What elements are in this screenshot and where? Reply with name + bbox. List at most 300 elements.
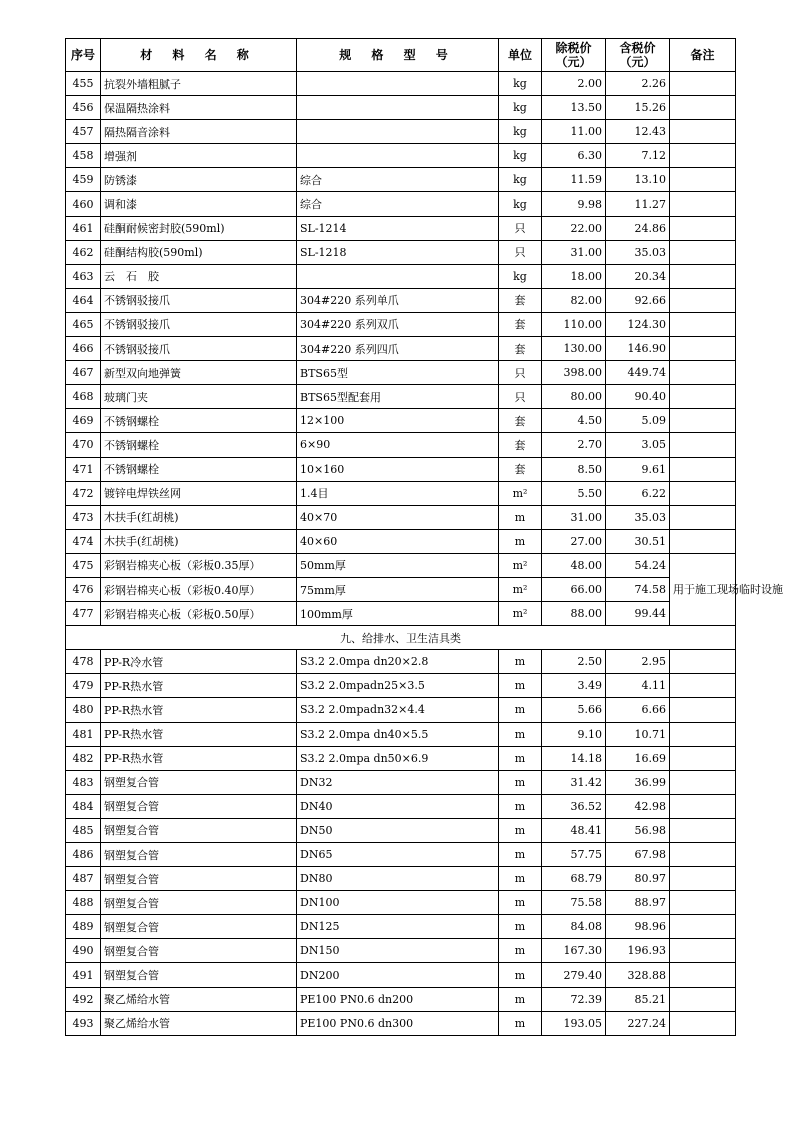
price-excl-tax: 2.00 [542, 72, 606, 96]
price-excl-tax: 167.30 [542, 939, 606, 963]
unit: m² [499, 577, 542, 601]
unit: 只 [499, 385, 542, 409]
remark [670, 722, 736, 746]
unit: m [499, 770, 542, 794]
table-row [66, 602, 736, 626]
remark [670, 674, 736, 698]
price-incl-tax: 3.05 [606, 433, 670, 457]
material-spec: 10×160 [297, 457, 499, 481]
row-number: 491 [66, 963, 101, 987]
row-number: 481 [66, 722, 101, 746]
price-excl-tax: 5.50 [542, 481, 606, 505]
row-number: 479 [66, 674, 101, 698]
table-row [66, 1011, 736, 1035]
material-name: 钢塑复合管 [101, 867, 297, 891]
remark [670, 843, 736, 867]
price-incl-tax: 7.12 [606, 144, 670, 168]
material-spec: DN100 [297, 891, 499, 915]
table-row [66, 915, 736, 939]
unit: m² [499, 553, 542, 577]
row-number: 462 [66, 240, 101, 264]
material-spec: 75mm厚 [297, 577, 499, 601]
row-number: 477 [66, 602, 101, 626]
material-name: 隔热隔音涂料 [101, 120, 297, 144]
price-excl-tax: 3.49 [542, 674, 606, 698]
table-row [66, 722, 736, 746]
price-excl-tax: 11.00 [542, 120, 606, 144]
unit: m [499, 963, 542, 987]
remark [670, 72, 736, 96]
material-name: 钢塑复合管 [101, 818, 297, 842]
price-incl-tax: 35.03 [606, 505, 670, 529]
header-unit: 单位 [499, 39, 542, 72]
remark [670, 361, 736, 385]
table-row [66, 337, 736, 361]
table-row [66, 264, 736, 288]
unit: m [499, 674, 542, 698]
unit: m [499, 505, 542, 529]
unit: m² [499, 481, 542, 505]
remark [670, 192, 736, 216]
material-spec: BTS65型 [297, 361, 499, 385]
price-incl-tax: 16.69 [606, 746, 670, 770]
material-name: 硅酮耐候密封胶(590ml) [101, 216, 297, 240]
material-spec: S3.2 2.0mpa dn40×5.5 [297, 722, 499, 746]
price-incl-tax: 227.24 [606, 1011, 670, 1035]
remark-merged: 用于施工现场临时设施 [670, 553, 736, 625]
price-incl-tax: 4.11 [606, 674, 670, 698]
material-spec: 304#220 系列单爪 [297, 288, 499, 312]
table-row [66, 168, 736, 192]
price-incl-tax: 80.97 [606, 867, 670, 891]
row-number: 480 [66, 698, 101, 722]
remark [670, 312, 736, 336]
material-name: 彩钢岩棉夹心板（彩板0.40厚） [101, 577, 297, 601]
price-excl-tax: 2.50 [542, 650, 606, 674]
price-excl-tax: 398.00 [542, 361, 606, 385]
price-excl-tax: 11.59 [542, 168, 606, 192]
price-excl-tax: 48.00 [542, 553, 606, 577]
remark [670, 505, 736, 529]
material-name: PP-R热水管 [101, 698, 297, 722]
material-name: 云 石 胶 [101, 264, 297, 288]
material-spec: 304#220 系列四爪 [297, 337, 499, 361]
material-name: PP-R热水管 [101, 722, 297, 746]
unit: m [499, 794, 542, 818]
unit: kg [499, 168, 542, 192]
price-excl-tax: 8.50 [542, 457, 606, 481]
price-excl-tax: 31.00 [542, 505, 606, 529]
price-excl-tax: 31.42 [542, 770, 606, 794]
row-number: 475 [66, 553, 101, 577]
table-row [66, 674, 736, 698]
table-row [66, 505, 736, 529]
unit: m [499, 1011, 542, 1035]
remark [670, 891, 736, 915]
material-spec: DN50 [297, 818, 499, 842]
remark [670, 96, 736, 120]
price-excl-tax: 88.00 [542, 602, 606, 626]
material-name: 不锈钢驳接爪 [101, 337, 297, 361]
remark [670, 168, 736, 192]
table-row [66, 794, 736, 818]
unit: kg [499, 192, 542, 216]
table-row [66, 818, 736, 842]
material-name: 防锈漆 [101, 168, 297, 192]
material-name: 新型双向地弹簧 [101, 361, 297, 385]
material-name: 彩钢岩棉夹心板（彩板0.50厚） [101, 602, 297, 626]
material-spec: 50mm厚 [297, 553, 499, 577]
material-spec [297, 72, 499, 96]
material-name: 玻璃门夹 [101, 385, 297, 409]
price-incl-tax: 9.61 [606, 457, 670, 481]
row-number: 473 [66, 505, 101, 529]
unit: m [499, 939, 542, 963]
material-spec: SL-1214 [297, 216, 499, 240]
row-number: 474 [66, 529, 101, 553]
unit: 套 [499, 312, 542, 336]
material-name: 增强剂 [101, 144, 297, 168]
remark [670, 264, 736, 288]
remark [670, 457, 736, 481]
material-spec: 1.4目 [297, 481, 499, 505]
table-row [66, 481, 736, 505]
remark [670, 288, 736, 312]
table-row [66, 72, 736, 96]
table-row [66, 144, 736, 168]
remark [670, 409, 736, 433]
material-spec: DN65 [297, 843, 499, 867]
unit: kg [499, 144, 542, 168]
price-excl-tax: 68.79 [542, 867, 606, 891]
row-number: 458 [66, 144, 101, 168]
table-row [66, 240, 736, 264]
table-row [66, 987, 736, 1011]
material-spec: DN40 [297, 794, 499, 818]
remark [670, 698, 736, 722]
material-spec: DN32 [297, 770, 499, 794]
material-name: 聚乙烯给水管 [101, 987, 297, 1011]
material-name: 钢塑复合管 [101, 963, 297, 987]
price-incl-tax: 67.98 [606, 843, 670, 867]
material-spec: PE100 PN0.6 dn200 [297, 987, 499, 1011]
price-excl-tax: 9.98 [542, 192, 606, 216]
section-row [66, 626, 736, 650]
price-incl-tax: 146.90 [606, 337, 670, 361]
row-number: 469 [66, 409, 101, 433]
price-excl-tax: 14.18 [542, 746, 606, 770]
table-row [66, 650, 736, 674]
unit: m [499, 891, 542, 915]
row-number: 493 [66, 1011, 101, 1035]
remark [670, 216, 736, 240]
table-row [66, 96, 736, 120]
table-row [66, 312, 736, 336]
table-row [66, 192, 736, 216]
unit: 只 [499, 216, 542, 240]
material-name: 聚乙烯给水管 [101, 1011, 297, 1035]
header-price-in: 含税价 （元） [606, 39, 670, 72]
row-number: 472 [66, 481, 101, 505]
row-number: 465 [66, 312, 101, 336]
material-spec: 12×100 [297, 409, 499, 433]
price-excl-tax: 2.70 [542, 433, 606, 457]
header-no: 序号 [66, 39, 101, 72]
material-spec [297, 120, 499, 144]
material-spec: 40×70 [297, 505, 499, 529]
material-name: 不锈钢驳接爪 [101, 288, 297, 312]
material-spec: 综合 [297, 192, 499, 216]
remark [670, 120, 736, 144]
price-excl-tax: 84.08 [542, 915, 606, 939]
price-incl-tax: 124.30 [606, 312, 670, 336]
row-number: 461 [66, 216, 101, 240]
material-spec: 6×90 [297, 433, 499, 457]
price-incl-tax: 15.26 [606, 96, 670, 120]
header-price-ex: 除税价 （元） [542, 39, 606, 72]
row-number: 455 [66, 72, 101, 96]
unit: m [499, 529, 542, 553]
remark [670, 144, 736, 168]
row-number: 468 [66, 385, 101, 409]
price-incl-tax: 2.95 [606, 650, 670, 674]
table-row [66, 891, 736, 915]
price-excl-tax: 5.66 [542, 698, 606, 722]
material-name: 不锈钢螺栓 [101, 433, 297, 457]
row-number: 482 [66, 746, 101, 770]
header-spec: 规 格 型 号 [297, 39, 499, 72]
table-row [66, 120, 736, 144]
remark [670, 337, 736, 361]
material-spec [297, 96, 499, 120]
material-name: 不锈钢螺栓 [101, 409, 297, 433]
price-incl-tax: 13.10 [606, 168, 670, 192]
material-name: PP-R冷水管 [101, 650, 297, 674]
unit: 只 [499, 240, 542, 264]
material-name: PP-R热水管 [101, 746, 297, 770]
header-row [66, 39, 736, 72]
price-incl-tax: 196.93 [606, 939, 670, 963]
material-spec: S3.2 2.0mpadn25×3.5 [297, 674, 499, 698]
unit: m [499, 650, 542, 674]
table-row [66, 746, 736, 770]
row-number: 470 [66, 433, 101, 457]
price-incl-tax: 6.66 [606, 698, 670, 722]
price-incl-tax: 90.40 [606, 385, 670, 409]
material-spec: PE100 PN0.6 dn300 [297, 1011, 499, 1035]
price-incl-tax: 12.43 [606, 120, 670, 144]
unit: 套 [499, 457, 542, 481]
row-number: 459 [66, 168, 101, 192]
unit: m [499, 698, 542, 722]
unit: m [499, 722, 542, 746]
price-excl-tax: 48.41 [542, 818, 606, 842]
material-spec: BTS65型配套用 [297, 385, 499, 409]
row-number: 489 [66, 915, 101, 939]
material-name: 保温隔热涂料 [101, 96, 297, 120]
remark [670, 987, 736, 1011]
price-incl-tax: 36.99 [606, 770, 670, 794]
unit: 只 [499, 361, 542, 385]
table-row [66, 843, 736, 867]
price-excl-tax: 57.75 [542, 843, 606, 867]
material-name: 木扶手(红胡桃) [101, 505, 297, 529]
unit: m [499, 867, 542, 891]
table-row [66, 433, 736, 457]
row-number: 471 [66, 457, 101, 481]
price-excl-tax: 279.40 [542, 963, 606, 987]
row-number: 456 [66, 96, 101, 120]
row-number: 466 [66, 337, 101, 361]
material-name: 硅酮结构胶(590ml) [101, 240, 297, 264]
unit: m [499, 915, 542, 939]
price-excl-tax: 110.00 [542, 312, 606, 336]
table-row [66, 216, 736, 240]
material-name: 不锈钢螺栓 [101, 457, 297, 481]
remark [670, 1011, 736, 1035]
material-spec: 304#220 系列双爪 [297, 312, 499, 336]
row-number: 478 [66, 650, 101, 674]
price-incl-tax: 85.21 [606, 987, 670, 1011]
material-spec: DN200 [297, 963, 499, 987]
unit: m [499, 746, 542, 770]
price-excl-tax: 18.00 [542, 264, 606, 288]
remark [670, 529, 736, 553]
material-spec [297, 264, 499, 288]
remark [670, 818, 736, 842]
row-number: 460 [66, 192, 101, 216]
price-excl-tax: 193.05 [542, 1011, 606, 1035]
row-number: 485 [66, 818, 101, 842]
price-incl-tax: 88.97 [606, 891, 670, 915]
price-incl-tax: 24.86 [606, 216, 670, 240]
price-incl-tax: 11.27 [606, 192, 670, 216]
price-incl-tax: 449.74 [606, 361, 670, 385]
unit: kg [499, 72, 542, 96]
unit: kg [499, 120, 542, 144]
table-row [66, 288, 736, 312]
material-name: 钢塑复合管 [101, 794, 297, 818]
price-incl-tax: 74.58 [606, 577, 670, 601]
unit: m [499, 843, 542, 867]
row-number: 487 [66, 867, 101, 891]
remark [670, 650, 736, 674]
price-excl-tax: 66.00 [542, 577, 606, 601]
price-excl-tax: 6.30 [542, 144, 606, 168]
price-incl-tax: 98.96 [606, 915, 670, 939]
table-row [66, 361, 736, 385]
material-name: 木扶手(红胡桃) [101, 529, 297, 553]
table-body [66, 72, 783, 1036]
price-table [65, 38, 783, 1036]
remark [670, 794, 736, 818]
price-incl-tax: 54.24 [606, 553, 670, 577]
row-number: 490 [66, 939, 101, 963]
price-incl-tax: 6.22 [606, 481, 670, 505]
price-excl-tax: 9.10 [542, 722, 606, 746]
material-spec: DN80 [297, 867, 499, 891]
price-incl-tax: 30.51 [606, 529, 670, 553]
row-number: 488 [66, 891, 101, 915]
table-row [66, 529, 736, 553]
header-remark: 备注 [670, 39, 736, 72]
unit: 套 [499, 409, 542, 433]
price-excl-tax: 27.00 [542, 529, 606, 553]
table-row [66, 939, 736, 963]
unit: kg [499, 96, 542, 120]
material-name: 抗裂外墙粗腻子 [101, 72, 297, 96]
material-spec: S3.2 2.0mpadn32×4.4 [297, 698, 499, 722]
row-number: 467 [66, 361, 101, 385]
price-incl-tax: 35.03 [606, 240, 670, 264]
material-name: 调和漆 [101, 192, 297, 216]
unit: m [499, 818, 542, 842]
material-name: 钢塑复合管 [101, 915, 297, 939]
price-excl-tax: 130.00 [542, 337, 606, 361]
table-row [66, 457, 736, 481]
price-incl-tax: 2.26 [606, 72, 670, 96]
price-incl-tax: 20.34 [606, 264, 670, 288]
material-spec: 综合 [297, 168, 499, 192]
material-name: 钢塑复合管 [101, 891, 297, 915]
section-title: 九、给排水、卫生洁具类 [66, 626, 736, 650]
price-excl-tax: 31.00 [542, 240, 606, 264]
price-incl-tax: 10.71 [606, 722, 670, 746]
price-incl-tax: 5.09 [606, 409, 670, 433]
remark [670, 481, 736, 505]
price-excl-tax: 36.52 [542, 794, 606, 818]
material-name: 钢塑复合管 [101, 939, 297, 963]
price-incl-tax: 56.98 [606, 818, 670, 842]
price-excl-tax: 75.58 [542, 891, 606, 915]
price-incl-tax: 42.98 [606, 794, 670, 818]
price-excl-tax: 22.00 [542, 216, 606, 240]
material-spec: DN125 [297, 915, 499, 939]
remark [670, 915, 736, 939]
table-row [66, 553, 736, 577]
material-spec [297, 144, 499, 168]
material-spec: 40×60 [297, 529, 499, 553]
remark [670, 240, 736, 264]
header-name: 材 料 名 称 [101, 39, 297, 72]
material-spec: S3.2 2.0mpa dn50×6.9 [297, 746, 499, 770]
row-number: 463 [66, 264, 101, 288]
row-number: 492 [66, 987, 101, 1011]
unit: m² [499, 602, 542, 626]
price-excl-tax: 80.00 [542, 385, 606, 409]
unit: m [499, 987, 542, 1011]
price-excl-tax: 72.39 [542, 987, 606, 1011]
material-name: 彩钢岩棉夹心板（彩板0.35厚） [101, 553, 297, 577]
price-incl-tax: 328.88 [606, 963, 670, 987]
material-spec: S3.2 2.0mpa dn20×2.8 [297, 650, 499, 674]
price-excl-tax: 4.50 [542, 409, 606, 433]
row-number: 476 [66, 577, 101, 601]
price-incl-tax: 92.66 [606, 288, 670, 312]
row-number: 483 [66, 770, 101, 794]
material-name: 钢塑复合管 [101, 770, 297, 794]
price-excl-tax: 82.00 [542, 288, 606, 312]
remark [670, 963, 736, 987]
table-row [66, 698, 736, 722]
table-row [66, 963, 736, 987]
table-row [66, 770, 736, 794]
table-row [66, 867, 736, 891]
remark [670, 939, 736, 963]
row-number: 464 [66, 288, 101, 312]
material-name: 镀锌电焊铁丝网 [101, 481, 297, 505]
table-row [66, 385, 736, 409]
